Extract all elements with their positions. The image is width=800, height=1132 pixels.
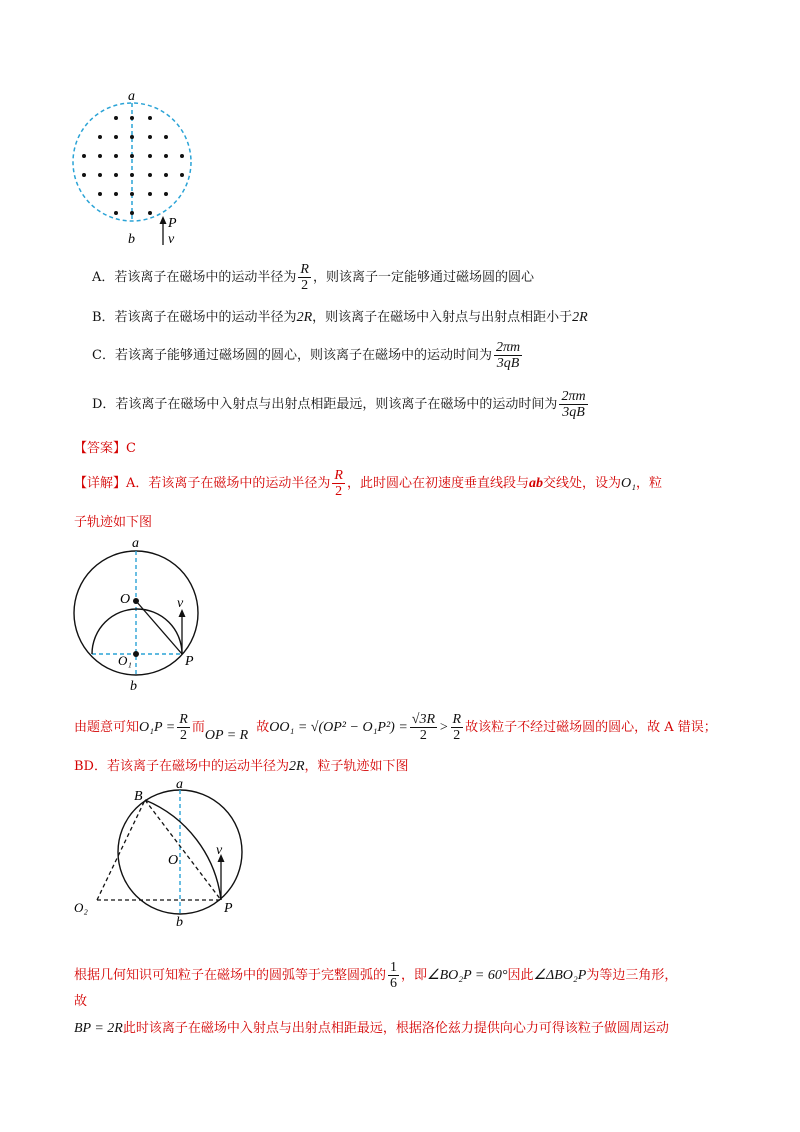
svg-text:O₁: O₁ bbox=[118, 653, 132, 668]
explanation-line-1: 【详解】A．若该离子在磁场中的运动半径为 $\frac{R}{2}$ ，此时圆心在初速度垂直线段与ab交线处，设为O₁，粒 bbox=[74, 468, 662, 499]
option-d-fraction: $\frac{2\pi m}{3qB}$ bbox=[561, 389, 586, 420]
svg-text:b: b bbox=[130, 679, 137, 694]
point-o1 bbox=[133, 651, 139, 657]
explanation-line-3: 由题意可知O₁P = $\frac{R}{2}$ 而OP = R故OO₁ = √(OP² − O₁P²) = $\frac{√3R}{2}$ > $\frac{R}{2}$ 故该粒子不经过磁场圆的圆心，故 A 错误； bbox=[74, 712, 717, 743]
option-c bbox=[92, 340, 524, 371]
segment-op bbox=[136, 601, 182, 654]
answer-line: 【答案】C bbox=[74, 441, 136, 456]
label-p: P bbox=[168, 216, 177, 231]
option-c-fraction: $\frac{2\pi m}{3qB}$ bbox=[495, 340, 521, 371]
svg-text:P: P bbox=[185, 654, 194, 669]
option-a bbox=[92, 262, 534, 293]
option-c-prefix: C．若该离子能够通过磁场圆的圆心，则该离子在磁场中的运动时间为 bbox=[92, 348, 492, 363]
option-b bbox=[92, 309, 588, 327]
svg-text:v: v bbox=[177, 596, 184, 611]
trajectory-arc bbox=[92, 609, 182, 654]
explanation-line-4: BD．若该离子在磁场中的运动半径为2R，粒子轨迹如下图 bbox=[74, 759, 409, 774]
label-a: a bbox=[128, 90, 135, 104]
svg-text:O₂: O₂ bbox=[74, 900, 88, 915]
velocity-arrowhead bbox=[160, 216, 167, 224]
svg-text:a: a bbox=[132, 536, 139, 551]
point-o bbox=[133, 598, 139, 604]
svg-text:v: v bbox=[216, 843, 223, 858]
option-b-prefix: B．若该离子在磁场中的运动半径为 bbox=[92, 310, 297, 325]
option-b-math2: 2R bbox=[572, 310, 588, 325]
segment-o2b bbox=[97, 800, 145, 900]
option-d bbox=[92, 389, 590, 420]
svg-text:b: b bbox=[176, 915, 183, 928]
field-dots bbox=[82, 116, 184, 215]
explanation-line-6: 故 bbox=[74, 994, 88, 1009]
trajectory-diagram-a bbox=[70, 535, 220, 695]
option-a-fraction: $\frac{R}{2}$ bbox=[300, 262, 309, 293]
option-a-suffix: ，则该离子一定能够通过磁场圆的圆心 bbox=[312, 270, 534, 285]
trajectory-diagram-bd bbox=[66, 778, 256, 928]
label-v: v bbox=[168, 232, 175, 247]
explanation-line-7: BP = 2R此时该离子在磁场中入射点与出射点相距最远，根据洛伦兹力提供向心力可得该粒子做圆周运动 bbox=[74, 1021, 669, 1036]
svg-text:a: a bbox=[176, 778, 183, 792]
field-diagram bbox=[70, 90, 210, 250]
svg-text:P: P bbox=[224, 901, 233, 916]
explanation-line-2: 子轨迹如下图 bbox=[74, 515, 153, 530]
segment-bp bbox=[145, 800, 221, 900]
svg-text:O: O bbox=[120, 592, 131, 607]
option-b-middle: ，则该离子在磁场中入射点与出射点相距小于 bbox=[312, 310, 573, 325]
option-d-prefix: D．若该离子在磁场中入射点与出射点相距最远，则该离子在磁场中的运动时间为 bbox=[92, 397, 558, 412]
explanation-line-5: 根据几何知识可知粒子在磁场中的圆弧等于完整圆弧的 $\frac{1}{6}$ ，即∠BO₂P = 60°因此∠ΔBO₂P为等边三角形， bbox=[74, 960, 678, 991]
option-b-math1: 2R bbox=[296, 310, 313, 325]
label-b: b bbox=[128, 232, 135, 247]
svg-text:O: O bbox=[168, 853, 179, 868]
option-a-prefix: A．若该离子在磁场中的运动半径为 bbox=[92, 270, 297, 285]
svg-text:B: B bbox=[134, 789, 143, 804]
